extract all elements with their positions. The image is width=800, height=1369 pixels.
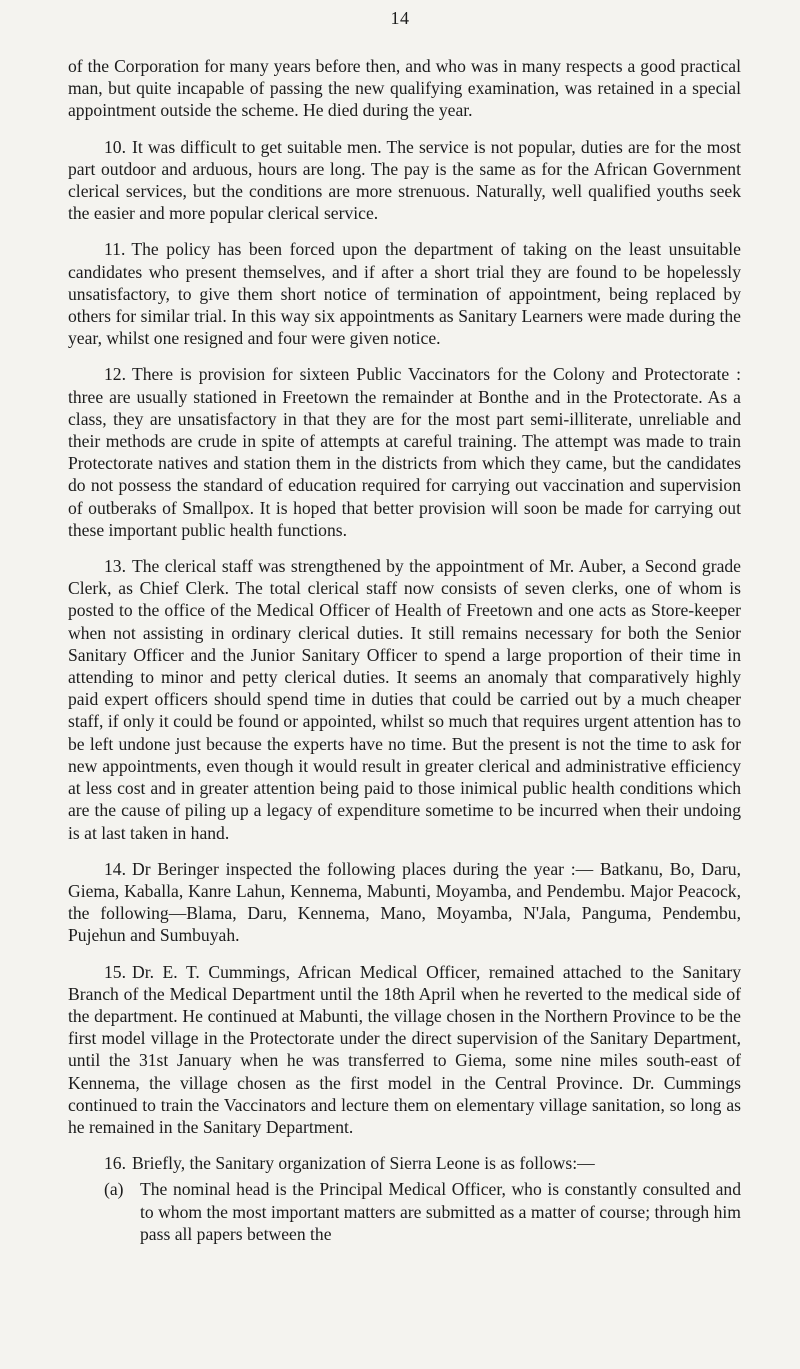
paragraph-number: 11. [104,239,126,260]
paragraph-12 [68,363,741,541]
paragraph-text: The policy has been forced upon the department of taking on the least unsuitable candidates who present themselves, and if after a short trial they are found to be hopelessly unsatisfactory, to give them short notice of termination of appointment, being replaced by others for similar trial. In this way six appointments as Sanitary Learners were made during the year, whilst one resigned and four were given notice. [68,239,741,349]
paragraph-text: Briefly, the Sanitary organization of Sierra Leone is as follows:— [132,1153,595,1174]
paragraph-14 [68,858,741,947]
paragraph-10 [68,136,741,225]
paragraph-number: 10. [104,136,126,157]
paragraph-text: It was difficult to get suitable men. The service is not popular, duties are for the most part outdoor and arduous, hours are long. The pay is the same as for the African Government clerical services, but the conditions are more strenuous. Naturally, well qualified youths seek the easier and more popular clerical service. [68,136,741,224]
paragraph-number: 14. [104,858,126,879]
paragraph-16 [68,1152,741,1174]
paragraph-number: 12. [104,364,126,385]
page-number: 14 [390,8,410,28]
paragraph-continuation: of the Corporation for many years before then, and who was in many respects a good practical man, but quite incapable of passing the new qualifying examination, was retained in a special appointment outside the scheme. He died during the year. [68,56,741,121]
paragraph-text: There is provision for sixteen Public Vaccinators for the Colony and Protectorate : three are usually stationed in Freetown the remainder at Bonthe and in the Protectorate. As a class, they are unsatisfactory in that they are for the most part semi-illiterate, unreliable and their methods are crude in spite of attempts at careful training. The attempt was made to train Protectorate natives and station them in the districts from which they came, but the candidates do not possess the standard of education required for carrying out vaccination and supervision of outberaks of Smallpox. It is hoped that better provision will soon be made for carrying out these important public health functions. [68,364,741,540]
paragraph-number: 15. [104,961,126,982]
paragraph-11 [68,238,741,349]
paragraph-number: 13. [104,556,126,577]
document-body [68,55,741,1245]
paragraph-text: The clerical staff was strengthened by the appointment of Mr. Auber, a Second grade Clerk, as Chief Clerk. The total clerical staff now consists of seven clerks, one of whom is posted to the office of the Medical Officer of Health of Freetown and one acts as Store-keeper when not assisting in ordinary clerical duties. It still remains necessary for both the Senior Sanitary Officer and the Junior Sanitary Officer to spend a large proportion of their time in attending to minor and petty clerical duties. It seems an anomaly that comparatively highly paid expert officers should spend time in duties that could be carried out by a much cheaper staff, if only it could be found or appointed, whilst so much that requires urgent attention has to be left undone just because the experts have no time. But the present is not the time to ask for new appointments, even though it would result in greater clerical and administrative efficiency at less cost and in greater attention being paid to those inimical public health conditions which are the cause of piling up a legacy of expenditure sometime to be incurred when their undoing is at last taken in hand. [68,556,741,843]
paragraph-text: Dr. E. T. Cummings, African Medical Officer, remained attached to the Sanitary Branch of the Medical Department until the 18th April when he reverted to the medical side of the department. He continued at Mabunti, the village chosen in the Northern Province to be the first model village in the Protectorate under the direct supervision of the Sanitary Department, until the 31st January when he was transferred to Giema, some nine miles south-east of Kennema, the village chosen as the first model in the Central Province. Dr. Cummings continued to train the Vaccinators and lecture them on elementary village sanitation, so long as he remained in the Sanitary Department. [68,961,741,1137]
list-item-marker: (a) [104,1179,124,1200]
list-item-text: The nominal head is the Principal Medical Officer, who is constantly consulted and to whom the most important matters are submitted as a matter of course; through him pass all papers between the [140,1179,741,1244]
paragraph-15 [68,961,741,1139]
list-item [68,1178,741,1245]
paragraph-13 [68,555,741,844]
paragraph-text: Dr Beringer inspected the following places during the year :— Batkanu, Bo, Daru, Giema, Kaballa, Kanre Lahun, Kennema, Mabunti, Moyamba, and Pendembu. Major Peacock, the following—Blama, Daru, Kennema, Mano, Moyamba, N'Jala, Panguma, Pendembu, Pujehun and Sumbuyah. [68,858,741,946]
paragraph-number: 16. [104,1153,126,1174]
